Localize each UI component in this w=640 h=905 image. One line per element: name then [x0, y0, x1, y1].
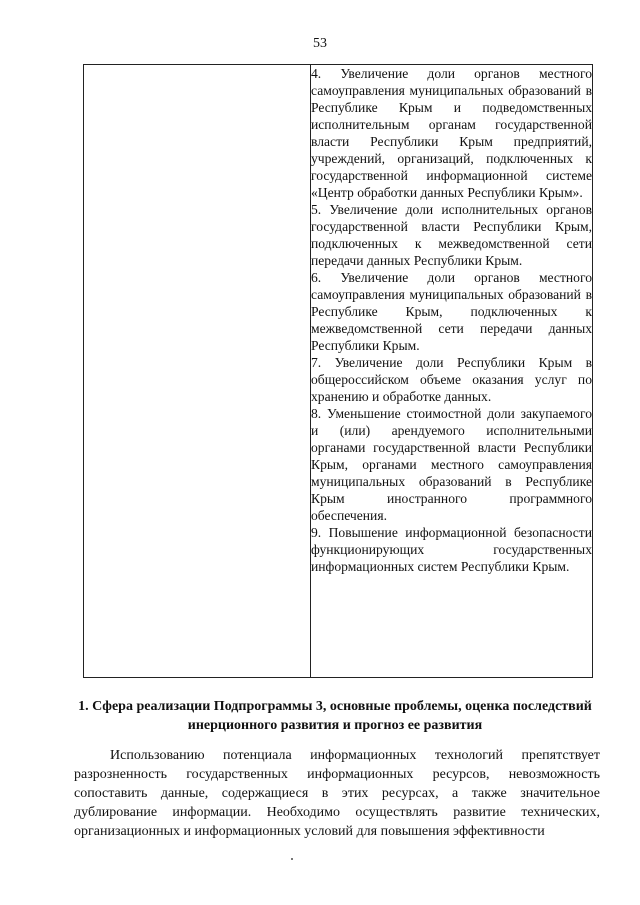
- goal-item-8: 8. Уменьшение стоимостной доли закупаемого и (или) арендуемого исполнительными органами государственной власти Республики Крым, органами местного самоуправления муниципальных образований в Республике Крым иностранного программного обеспечения.: [311, 406, 592, 523]
- table-right-cell: [311, 65, 593, 678]
- section-paragraph: Использованию потенциала информационных технологий препятствует разрозненность государственных информационных ресурсов, невозможность сопоставить данные, содержащиеся в этих ресурсах, а также значительное дублирование информации. Необходимо осуществлять развитие технических, организационных и информационных условий для повышения эффективности: [74, 748, 600, 839]
- page-number: 53: [313, 36, 327, 51]
- table-row: [84, 65, 593, 678]
- goal-item-6: 6. Увеличение доли органов местного самоуправления муниципальных образований в Республике Крым, подключенных к межведомственной сети передачи данных Республики Крым.: [311, 270, 592, 353]
- goal-item-5: 5. Увеличение доли исполнительных органов государственной власти Республики Крым, подключенных к межведомственной сети передачи данных Республики Крым.: [311, 202, 592, 268]
- goal-item-4: 4. Увеличение доли органов местного самоуправления муниципальных образований в Республике Крым и подведомственных исполнительным органам государственной власти Республики Крым предприятий, учреждений, организаций, подключенных к государственной информационной системе «Центр обработки данных Республики Крым».: [311, 66, 592, 200]
- table-left-cell: [84, 65, 311, 678]
- goal-item-7: 7. Увеличение доли Республики Крым в общероссийском объеме оказания услуг по хранению и обработке данных.: [311, 355, 592, 404]
- goals-table: [83, 64, 593, 678]
- section-heading: 1. Сфера реализации Подпрограммы 3, основные проблемы, оценка последствий инерционного развития и прогноз ее развития: [78, 699, 592, 733]
- scan-speck: [291, 858, 293, 860]
- goal-item-9: 9. Повышение информационной безопасности функционирующих государственных информационных систем Республики Крым.: [311, 525, 592, 574]
- section-body: [74, 746, 600, 841]
